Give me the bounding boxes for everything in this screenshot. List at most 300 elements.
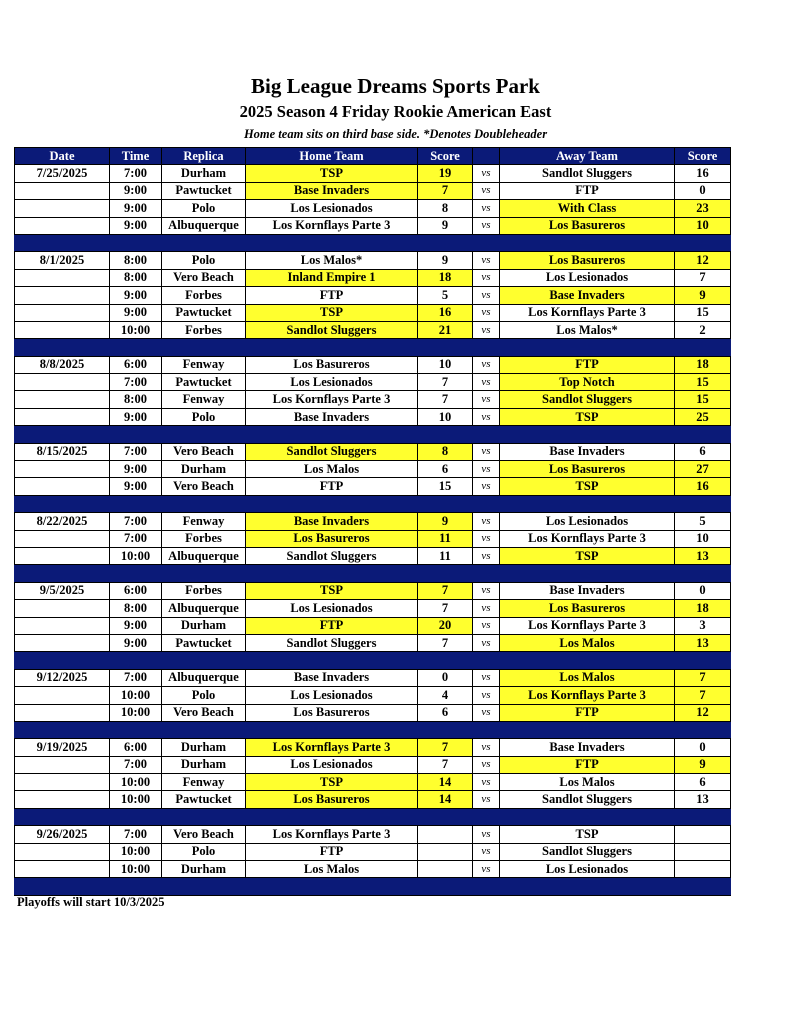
vs-label: vs — [473, 374, 500, 391]
table-row — [15, 704, 731, 721]
home-team: FTP — [246, 287, 418, 304]
away-team: TSP — [500, 478, 675, 495]
game-date: 8/22/2025 — [15, 513, 110, 530]
home-team: FTP — [246, 478, 418, 495]
away-team: Los Kornflays Parte 3 — [500, 530, 675, 547]
away-score: 13 — [675, 791, 731, 808]
separator-cell — [675, 721, 731, 738]
game-date: 8/8/2025 — [15, 356, 110, 373]
home-score: 7 — [418, 582, 473, 599]
table-row — [15, 756, 731, 773]
game-time: 7:00 — [110, 165, 162, 182]
away-team: TSP — [500, 547, 675, 564]
table-row — [15, 165, 731, 182]
separator-cell — [418, 495, 473, 512]
away-team: Sandlot Sluggers — [500, 843, 675, 860]
away-team: Sandlot Sluggers — [500, 791, 675, 808]
home-score: 5 — [418, 287, 473, 304]
home-team: Los Lesionados — [246, 600, 418, 617]
table-row — [15, 843, 731, 860]
page-note: Home team sits on third base side. *Denotes Doubleheader — [243, 127, 548, 141]
game-time: 9:00 — [110, 287, 162, 304]
separator-cell — [246, 652, 418, 669]
table-row — [15, 478, 731, 495]
away-score: 15 — [675, 391, 731, 408]
game-replica-field: Vero Beach — [162, 704, 246, 721]
vs-label: vs — [473, 182, 500, 199]
away-score — [675, 826, 731, 843]
home-score: 21 — [418, 321, 473, 338]
table-row — [15, 356, 731, 373]
separator-cell — [473, 565, 500, 582]
home-score: 7 — [418, 391, 473, 408]
game-date — [15, 687, 110, 704]
away-score: 16 — [675, 165, 731, 182]
separator-cell — [110, 339, 162, 356]
game-date — [15, 461, 110, 478]
game-time: 9:00 — [110, 461, 162, 478]
away-score: 7 — [675, 669, 731, 686]
vs-label: vs — [473, 530, 500, 547]
week-separator — [15, 565, 731, 582]
table-row — [15, 252, 731, 269]
game-replica-field: Fenway — [162, 513, 246, 530]
vs-label: vs — [473, 513, 500, 530]
separator-cell — [473, 426, 500, 443]
game-date — [15, 547, 110, 564]
separator-cell — [418, 234, 473, 251]
separator-cell — [246, 721, 418, 738]
table-row — [15, 634, 731, 651]
game-time: 8:00 — [110, 391, 162, 408]
game-replica-field: Forbes — [162, 530, 246, 547]
separator-cell — [162, 721, 246, 738]
game-replica-field: Pawtucket — [162, 182, 246, 199]
game-time: 9:00 — [110, 408, 162, 425]
away-team: Base Invaders — [500, 287, 675, 304]
game-date — [15, 391, 110, 408]
home-score: 7 — [418, 756, 473, 773]
table-row — [15, 321, 731, 338]
game-replica-field: Forbes — [162, 287, 246, 304]
separator-cell — [15, 426, 110, 443]
away-score: 7 — [675, 269, 731, 286]
game-time: 7:00 — [110, 826, 162, 843]
home-score: 14 — [418, 774, 473, 791]
separator-cell — [500, 808, 675, 825]
game-replica-field: Fenway — [162, 774, 246, 791]
home-score — [418, 826, 473, 843]
game-date — [15, 774, 110, 791]
game-replica-field: Pawtucket — [162, 634, 246, 651]
game-replica-field: Durham — [162, 461, 246, 478]
separator-cell — [15, 339, 110, 356]
game-date — [15, 478, 110, 495]
game-date — [15, 530, 110, 547]
vs-label: vs — [473, 478, 500, 495]
game-date — [15, 861, 110, 878]
vs-label: vs — [473, 617, 500, 634]
schedule-table — [14, 147, 731, 896]
game-replica-field: Albuquerque — [162, 547, 246, 564]
separator-cell — [418, 565, 473, 582]
away-score: 9 — [675, 287, 731, 304]
game-date: 9/5/2025 — [15, 582, 110, 599]
vs-label: vs — [473, 704, 500, 721]
game-date — [15, 634, 110, 651]
separator-cell — [246, 878, 418, 895]
separator-cell — [418, 652, 473, 669]
separator-cell — [418, 721, 473, 738]
game-time: 9:00 — [110, 217, 162, 234]
away-score: 0 — [675, 582, 731, 599]
away-score: 15 — [675, 304, 731, 321]
game-replica-field: Vero Beach — [162, 269, 246, 286]
separator-cell — [110, 808, 162, 825]
vs-label: vs — [473, 287, 500, 304]
home-team: Los Malos — [246, 861, 418, 878]
away-team: Los Malos — [500, 774, 675, 791]
away-team: Los Malos — [500, 669, 675, 686]
week-separator — [15, 234, 731, 251]
vs-label: vs — [473, 461, 500, 478]
separator-cell — [473, 721, 500, 738]
game-replica-field: Polo — [162, 200, 246, 217]
separator-cell — [15, 234, 110, 251]
vs-label: vs — [473, 321, 500, 338]
game-replica-field: Forbes — [162, 582, 246, 599]
home-score: 8 — [418, 200, 473, 217]
away-score — [675, 861, 731, 878]
game-replica-field: Durham — [162, 756, 246, 773]
home-score: 19 — [418, 165, 473, 182]
away-score: 18 — [675, 600, 731, 617]
away-score: 18 — [675, 356, 731, 373]
game-date — [15, 304, 110, 321]
away-team: FTP — [500, 356, 675, 373]
game-date — [15, 269, 110, 286]
table-row — [15, 461, 731, 478]
separator-cell — [473, 234, 500, 251]
separator-cell — [473, 652, 500, 669]
table-row — [15, 530, 731, 547]
game-time: 10:00 — [110, 687, 162, 704]
game-replica-field: Polo — [162, 843, 246, 860]
game-time: 7:00 — [110, 443, 162, 460]
game-date — [15, 374, 110, 391]
game-replica-field: Albuquerque — [162, 217, 246, 234]
game-date — [15, 704, 110, 721]
home-score: 0 — [418, 669, 473, 686]
column-header: Home Team — [246, 148, 418, 165]
home-team: Sandlot Sluggers — [246, 443, 418, 460]
table-row — [15, 547, 731, 564]
home-team: Los Lesionados — [246, 756, 418, 773]
separator-cell — [500, 565, 675, 582]
home-score: 7 — [418, 600, 473, 617]
away-team: Los Lesionados — [500, 269, 675, 286]
game-time: 9:00 — [110, 478, 162, 495]
game-time: 10:00 — [110, 704, 162, 721]
home-team: FTP — [246, 843, 418, 860]
separator-cell — [246, 426, 418, 443]
home-score: 14 — [418, 791, 473, 808]
home-team: TSP — [246, 165, 418, 182]
game-date: 9/26/2025 — [15, 826, 110, 843]
away-score: 9 — [675, 756, 731, 773]
home-score: 7 — [418, 739, 473, 756]
home-team: Los Kornflays Parte 3 — [246, 217, 418, 234]
separator-cell — [15, 721, 110, 738]
separator-cell — [418, 878, 473, 895]
home-team: Los Kornflays Parte 3 — [246, 826, 418, 843]
game-replica-field: Polo — [162, 408, 246, 425]
away-score: 12 — [675, 252, 731, 269]
table-row — [15, 582, 731, 599]
game-replica-field: Pawtucket — [162, 791, 246, 808]
separator-cell — [162, 652, 246, 669]
table-row — [15, 269, 731, 286]
home-team: Base Invaders — [246, 182, 418, 199]
home-score: 8 — [418, 443, 473, 460]
away-team: Los Kornflays Parte 3 — [500, 617, 675, 634]
vs-label: vs — [473, 269, 500, 286]
home-score: 10 — [418, 356, 473, 373]
home-team: Los Kornflays Parte 3 — [246, 739, 418, 756]
vs-label: vs — [473, 200, 500, 217]
home-score: 7 — [418, 634, 473, 651]
column-header: Score — [675, 148, 731, 165]
table-row — [15, 687, 731, 704]
game-time: 10:00 — [110, 843, 162, 860]
vs-label: vs — [473, 252, 500, 269]
week-separator — [15, 721, 731, 738]
vs-label: vs — [473, 791, 500, 808]
vs-label: vs — [473, 739, 500, 756]
game-date — [15, 617, 110, 634]
home-score — [418, 843, 473, 860]
away-score: 10 — [675, 217, 731, 234]
home-score: 11 — [418, 547, 473, 564]
game-replica-field: Albuquerque — [162, 600, 246, 617]
home-team: FTP — [246, 617, 418, 634]
away-team: TSP — [500, 408, 675, 425]
away-score: 25 — [675, 408, 731, 425]
vs-label: vs — [473, 217, 500, 234]
table-row — [15, 739, 731, 756]
away-team: Los Lesionados — [500, 861, 675, 878]
separator-cell — [110, 495, 162, 512]
week-separator — [15, 652, 731, 669]
separator-cell — [15, 808, 110, 825]
game-time: 7:00 — [110, 669, 162, 686]
vs-label: vs — [473, 687, 500, 704]
separator-cell — [418, 339, 473, 356]
vs-label: vs — [473, 304, 500, 321]
game-date: 7/25/2025 — [15, 165, 110, 182]
home-score: 16 — [418, 304, 473, 321]
column-header: Score — [418, 148, 473, 165]
vs-label: vs — [473, 861, 500, 878]
away-team: Sandlot Sluggers — [500, 165, 675, 182]
away-score: 13 — [675, 547, 731, 564]
separator-cell — [162, 808, 246, 825]
away-team: Los Malos* — [500, 321, 675, 338]
home-score: 10 — [418, 408, 473, 425]
separator-cell — [246, 234, 418, 251]
vs-label: vs — [473, 391, 500, 408]
away-team: Top Notch — [500, 374, 675, 391]
table-row — [15, 669, 731, 686]
separator-cell — [110, 878, 162, 895]
separator-cell — [473, 495, 500, 512]
home-team: Inland Empire 1 — [246, 269, 418, 286]
week-separator — [15, 339, 731, 356]
home-team: Base Invaders — [246, 408, 418, 425]
separator-cell — [162, 339, 246, 356]
game-date — [15, 408, 110, 425]
away-score: 0 — [675, 182, 731, 199]
page-title: Big League Dreams Sports Park — [251, 74, 540, 98]
separator-cell — [473, 339, 500, 356]
separator-cell — [500, 652, 675, 669]
schedule-body — [15, 165, 731, 895]
game-replica-field: Pawtucket — [162, 374, 246, 391]
game-replica-field: Fenway — [162, 356, 246, 373]
table-row — [15, 774, 731, 791]
away-team: Los Basureros — [500, 252, 675, 269]
game-replica-field: Durham — [162, 861, 246, 878]
separator-cell — [162, 234, 246, 251]
home-team: Los Kornflays Parte 3 — [246, 391, 418, 408]
table-row — [15, 217, 731, 234]
home-team: Los Basureros — [246, 530, 418, 547]
week-separator — [15, 495, 731, 512]
home-team: TSP — [246, 774, 418, 791]
home-score — [418, 861, 473, 878]
game-replica-field: Durham — [162, 617, 246, 634]
separator-cell — [162, 495, 246, 512]
game-date — [15, 321, 110, 338]
game-date: 9/12/2025 — [15, 669, 110, 686]
table-row — [15, 600, 731, 617]
home-score: 9 — [418, 217, 473, 234]
separator-cell — [675, 808, 731, 825]
separator-cell — [15, 565, 110, 582]
column-header: Away Team — [500, 148, 675, 165]
away-team: Los Kornflays Parte 3 — [500, 304, 675, 321]
separator-cell — [110, 652, 162, 669]
separator-cell — [675, 565, 731, 582]
game-date — [15, 217, 110, 234]
game-time: 8:00 — [110, 269, 162, 286]
away-team: With Class — [500, 200, 675, 217]
game-replica-field: Forbes — [162, 321, 246, 338]
game-time: 9:00 — [110, 304, 162, 321]
home-score: 6 — [418, 704, 473, 721]
separator-cell — [162, 426, 246, 443]
separator-cell — [500, 339, 675, 356]
separator-cell — [246, 808, 418, 825]
home-team: Los Malos — [246, 461, 418, 478]
table-row — [15, 861, 731, 878]
vs-label: vs — [473, 443, 500, 460]
home-score: 9 — [418, 252, 473, 269]
home-team: Los Basureros — [246, 356, 418, 373]
away-team: Los Lesionados — [500, 513, 675, 530]
away-team: Base Invaders — [500, 739, 675, 756]
home-team: Base Invaders — [246, 669, 418, 686]
away-team: Los Kornflays Parte 3 — [500, 687, 675, 704]
week-separator — [15, 426, 731, 443]
game-time: 7:00 — [110, 530, 162, 547]
away-team: Sandlot Sluggers — [500, 391, 675, 408]
game-time: 7:00 — [110, 513, 162, 530]
separator-cell — [675, 339, 731, 356]
home-team: Sandlot Sluggers — [246, 321, 418, 338]
page-subtitle: 2025 Season 4 Friday Rookie American East — [239, 102, 552, 121]
game-replica-field: Durham — [162, 739, 246, 756]
separator-cell — [675, 234, 731, 251]
game-time: 8:00 — [110, 252, 162, 269]
separator-cell — [675, 495, 731, 512]
home-team: Los Lesionados — [246, 200, 418, 217]
game-date — [15, 843, 110, 860]
home-team: Sandlot Sluggers — [246, 634, 418, 651]
away-team: FTP — [500, 756, 675, 773]
game-date — [15, 600, 110, 617]
table-row — [15, 374, 731, 391]
separator-cell — [246, 565, 418, 582]
vs-label: vs — [473, 826, 500, 843]
game-date — [15, 791, 110, 808]
table-row — [15, 200, 731, 217]
away-score: 15 — [675, 374, 731, 391]
away-team: FTP — [500, 182, 675, 199]
table-header-row — [15, 148, 731, 165]
away-score: 10 — [675, 530, 731, 547]
game-date: 8/1/2025 — [15, 252, 110, 269]
vs-label: vs — [473, 582, 500, 599]
vs-label: vs — [473, 408, 500, 425]
vs-label: vs — [473, 774, 500, 791]
table-row — [15, 408, 731, 425]
game-date — [15, 200, 110, 217]
game-time: 7:00 — [110, 374, 162, 391]
table-row — [15, 513, 731, 530]
separator-cell — [110, 234, 162, 251]
vs-label: vs — [473, 669, 500, 686]
vs-label: vs — [473, 600, 500, 617]
vs-label: vs — [473, 756, 500, 773]
game-time: 6:00 — [110, 356, 162, 373]
column-header: Date — [15, 148, 110, 165]
week-separator — [15, 808, 731, 825]
game-replica-field: Polo — [162, 687, 246, 704]
away-score — [675, 843, 731, 860]
separator-cell — [675, 426, 731, 443]
table-row — [15, 304, 731, 321]
away-score: 6 — [675, 443, 731, 460]
away-score: 5 — [675, 513, 731, 530]
away-score: 6 — [675, 774, 731, 791]
away-team: TSP — [500, 826, 675, 843]
separator-cell — [246, 339, 418, 356]
home-team: TSP — [246, 582, 418, 599]
away-team: Base Invaders — [500, 582, 675, 599]
home-score: 18 — [418, 269, 473, 286]
separator-cell — [15, 495, 110, 512]
